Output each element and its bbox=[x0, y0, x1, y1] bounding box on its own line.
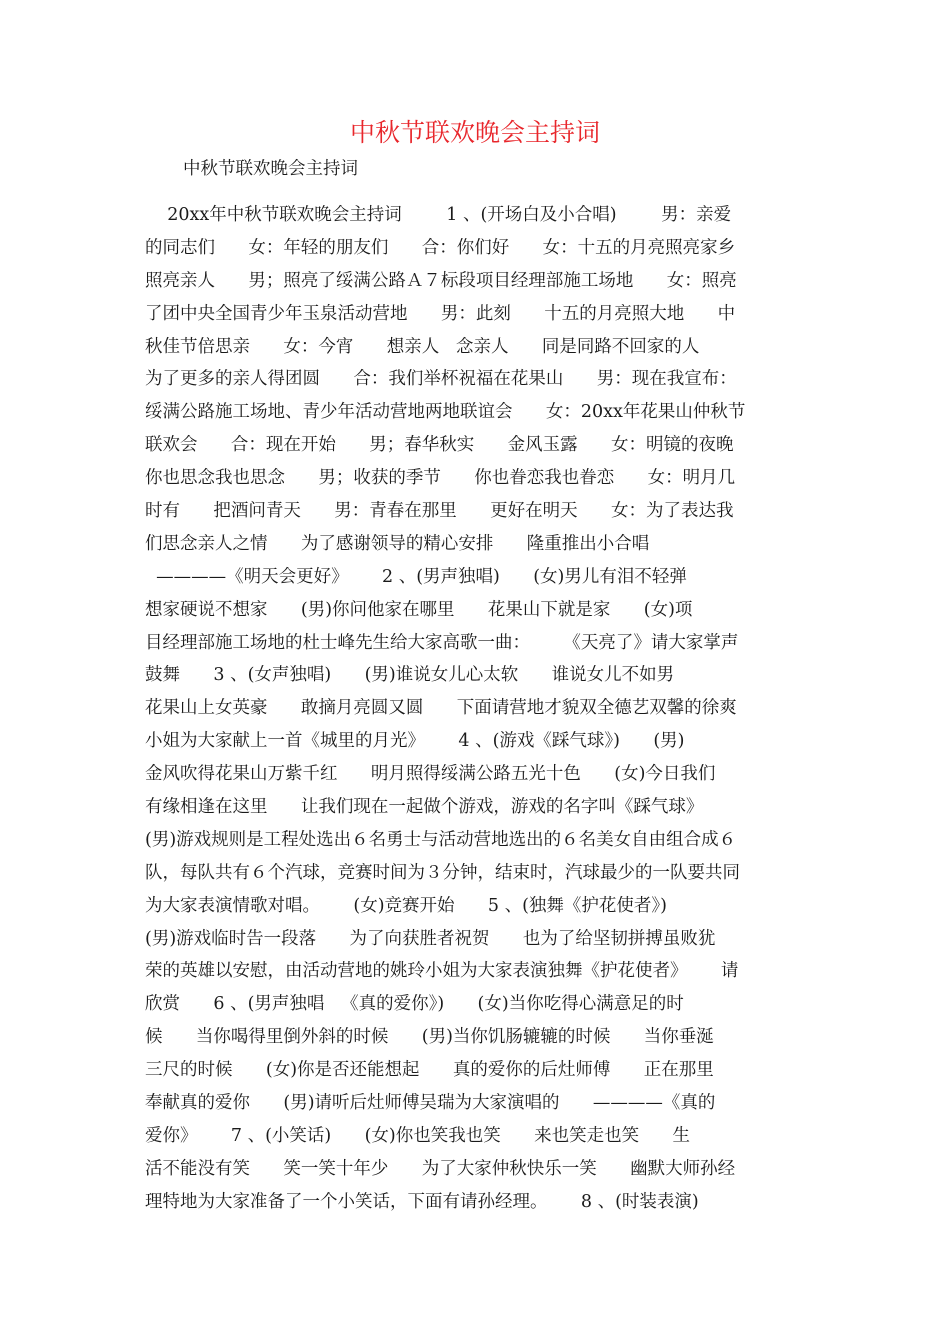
body-text-line: 理特地为大家准备了一个小笑话，下面有请孙经理。 8 、(时装表演) bbox=[145, 1191, 699, 1212]
body-text-line: 的同志们 女：年轻的朋友们 合：你们好 女：十五的月亮照亮家乡 bbox=[145, 237, 736, 258]
body-text-line: 们思念亲人之情 为了感谢领导的精心安排 隆重推出小合唱 bbox=[145, 533, 650, 554]
body-text-line: 队，每队共有６个汽球，竞赛时间为３分钟，结束时，汽球最少的一队要共同 bbox=[145, 862, 740, 883]
body-text-line: 你也思念我也思念 男；收获的季节 你也眷恋我也眷恋 女：明月几 bbox=[145, 468, 736, 489]
body-text-line: 为大家表演情歌对唱。 (女)竞赛开始 5 、(独舞《护花使者》) bbox=[145, 895, 668, 916]
body-text-line: 候 当你喝得里倒外斜的时候 (男)当你饥肠辘辘的时候 当你垂涎 bbox=[145, 1027, 714, 1048]
body-text-line: 时有 把酒问青天 男：青春在那里 更好在明天 女：为了表达我 bbox=[145, 501, 734, 522]
body-text-line: 目经理部施工场地的杜士峰先生给大家高歌一曲： 《天亮了》请大家掌声 bbox=[145, 632, 739, 653]
body-text-line: 花果山上女英豪 敢摘月亮圆又圆 下面请营地才貌双全德艺双馨的徐爽 bbox=[145, 698, 737, 719]
body-text-line: 有缘相逢在这里 让我们现在一起做个游戏，游戏的名字叫《踩气球》 bbox=[145, 797, 704, 818]
document-title: 中秋节联欢晚会主持词 bbox=[349, 118, 600, 147]
body-text-line: 奉献真的爱你 (男)请听后灶师傅吴瑞为大家演唱的 ————《真的 bbox=[145, 1093, 716, 1114]
body-text-line: 活不能没有笑 笑一笑十年少 为了大家仲秋快乐一笑 幽默大师孙经 bbox=[145, 1158, 736, 1179]
body-text-line: 小姐为大家献上一首《城里的月光》 4 、(游戏《踩气球》) (男) bbox=[145, 731, 685, 752]
body-text-line: (男)游戏规则是工程处选出６名勇士与活动营地选出的６名美女自由组合成６ bbox=[145, 829, 737, 850]
body-text-line: (男)游戏临时告一段落 为了向获胜者祝贺 也为了给坚韧拼搏虽败犹 bbox=[145, 928, 716, 949]
body-text-line: 想家硬说不想家 (男)你问他家在哪里 花果山下就是家 (女)项 bbox=[145, 599, 693, 620]
body-text-line: 三尺的时候 (女)你是否还能想起 真的爱你的后灶师傅 正在那里 bbox=[145, 1060, 714, 1081]
document-body bbox=[145, 199, 805, 1219]
body-text-line: 爱你》 7 、(小笑话) (女)你也笑我也笑 来也笑走也笑 生 bbox=[145, 1125, 691, 1146]
body-text-line: 荣的英雄以安慰，由活动营地的姚玲小姐为大家表演独舞《护花使者》 请 bbox=[145, 961, 739, 982]
body-text-line: 为了更多的亲人得团圆 合：我们举杯祝福在花果山 男：现在我宣布： bbox=[145, 369, 737, 390]
body-text-line: 了团中央全国青少年玉泉活动营地 男：此刻 十五的月亮照大地 中 bbox=[145, 303, 736, 324]
body-text-line: ————《明天会更好》 2 、(男声独唱) (女)男儿有泪不轻弹 bbox=[145, 566, 687, 587]
body-text-line: 联欢会 合：现在开始 男；春华秋实 金风玉露 女：明镜的夜晚 bbox=[145, 435, 734, 456]
body-text-line: 金风吹得花果山万紫千红 明月照得绥满公路五光十色 (女)今日我们 bbox=[145, 764, 716, 785]
body-text-line: 20xx年中秋节联欢晚会主持词 1 、(开场白及小合唱) 男：亲爱 bbox=[145, 205, 732, 225]
body-text-line: 绥满公路施工场地、青少年活动营地两地联谊会 女：20xx年花果山仲秋节 bbox=[145, 402, 746, 423]
body-text-line: 欣赏 6 、(男声独唱 《真的爱你》) (女)当你吃得心满意足的时 bbox=[145, 994, 684, 1015]
body-text-line: 照亮亲人 男；照亮了绥满公路Ａ７标段项目经理部施工场地 女：照亮 bbox=[145, 270, 737, 291]
body-text-line: 秋佳节倍思亲 女：今宵 想亲人 念亲人 同是同路不回家的人 bbox=[145, 336, 700, 357]
body-text-line: 鼓舞 3 、(女声独唱) (男)谁说女儿心太软 谁说女儿不如男 bbox=[145, 665, 675, 686]
document-subtitle: 中秋节联欢晚会主持词 bbox=[183, 159, 358, 179]
